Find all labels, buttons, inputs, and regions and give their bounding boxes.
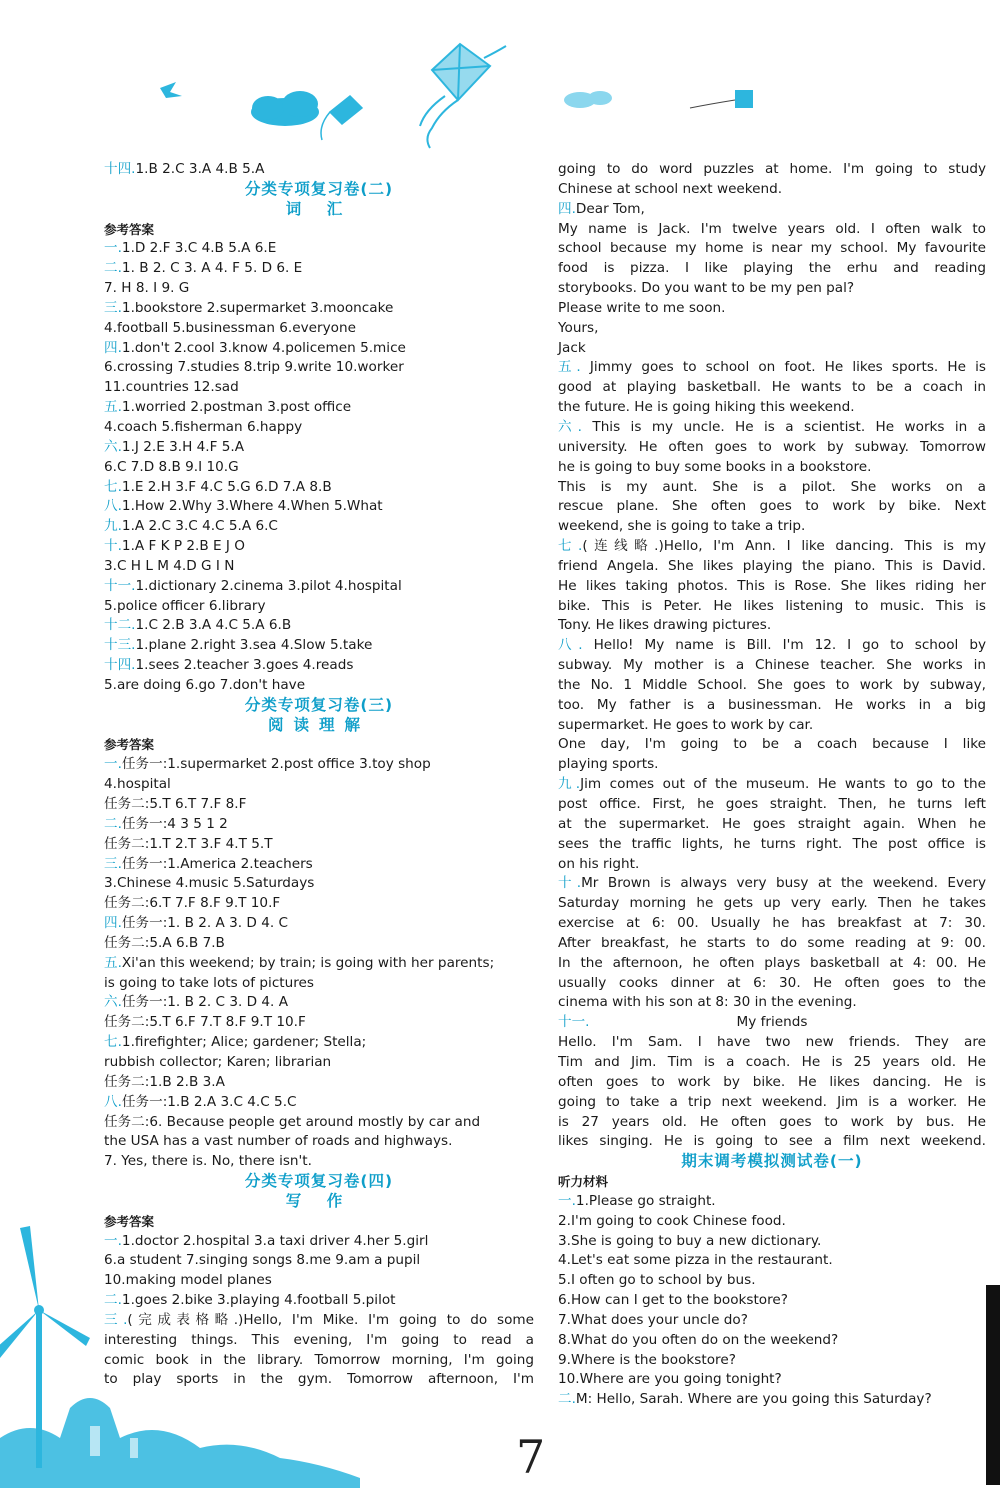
left-column — [104, 160, 534, 1390]
answer-line — [104, 616, 534, 636]
answer-text: university. He often goes to work by subway. Tomorrow — [558, 438, 986, 455]
answer-text: sees the traffic lights, he turns right. The post office is — [558, 835, 986, 852]
answer-text: 1.don't 2.cool 3.know 4.policemen 5.mice — [121, 339, 406, 356]
answer-line — [104, 1013, 534, 1033]
answer-text: 任务一:1.supermarket 2.post office 3.toy shop — [121, 756, 431, 773]
answer-text: 6.How can I get to the bookstore? — [558, 1292, 788, 1309]
answer-line — [104, 1152, 534, 1172]
answer-text: (连线略.)Hello, I'm Ann. I like dancing. This is my — [582, 538, 986, 555]
answer-text: 6.a student 7.singing songs 8.me 9.am a pupil — [104, 1252, 421, 1269]
answer-line — [104, 1351, 534, 1371]
answer-line — [104, 339, 534, 359]
answer-text: 1.dictionary 2.cinema 3.pilot 4.hospital — [135, 577, 402, 594]
answer-text: playing sports. — [558, 756, 659, 773]
answer-text: 4.football 5.businessman 6.everyone — [104, 319, 356, 336]
answer-text: is going to take lots of pictures — [104, 974, 314, 991]
answer-line — [558, 954, 986, 974]
answer-text: usually cooks dinner at 6: 30. He often goes to the — [558, 974, 986, 991]
answer-text: exercise at 6: 00. Usually he has breakfast at 7: 30. — [558, 915, 986, 932]
question-marker: 十四. — [104, 657, 136, 674]
answer-text: 1.D 2.F 3.C 4.B 5.A 6.E — [121, 240, 277, 257]
answer-text: In the afternoon, he often plays basketball at 4: 00. He — [558, 954, 986, 971]
answer-line — [558, 1093, 986, 1113]
answer-text: This is my aunt. She is a pilot. She works on a — [558, 478, 986, 495]
answer-text: 任务二:1.B 2.B 3.A — [104, 1073, 225, 1090]
answer-line — [558, 874, 986, 894]
question-marker: 二. — [104, 815, 122, 832]
question-marker: 九. — [104, 518, 122, 535]
answer-text: Saturday morning he gets up very early. Then he takes — [558, 895, 986, 912]
right-column — [558, 160, 986, 1410]
answer-text: My name is Jack. I'm twelve years old. I often walk to — [558, 220, 986, 237]
answer-line — [558, 894, 986, 914]
answer-text: 1. B 2. C 3. A 4. F 5. D 6. E — [121, 260, 303, 277]
answer-text: bike. This is Peter. He likes listening to music. This is — [558, 597, 986, 614]
answer-line — [104, 1033, 534, 1053]
answer-line — [558, 537, 986, 557]
answer-line — [104, 478, 534, 498]
answer-text: Mr Brown is always very busy at the weekend. Every — [581, 875, 986, 892]
answer-line — [104, 358, 534, 378]
answer-text: rescue plane. She often goes to work by bike. Next — [558, 498, 986, 515]
answer-text: supermarket. He goes to work by car. — [558, 716, 814, 733]
answer-line — [104, 874, 534, 894]
answer-text: Chinese at school next weekend. — [558, 180, 783, 197]
answer-text: 任务一:1. B 2. C 3. D 4. A — [121, 994, 288, 1011]
question-marker: 三. — [104, 299, 122, 316]
answer-line — [104, 160, 534, 180]
answer-text: My friends — [736, 1014, 808, 1031]
answer-text: storybooks. Do you want to be my pen pal? — [558, 280, 855, 297]
answer-line — [104, 497, 534, 517]
question-marker: 一. — [104, 1232, 122, 1249]
answer-line — [558, 458, 986, 478]
question-marker: 十一. — [558, 1014, 590, 1031]
answer-line — [104, 676, 534, 696]
page-number: 7 — [516, 1430, 546, 1484]
question-marker: 一. — [104, 756, 122, 773]
answer-line — [104, 1093, 534, 1113]
answer-line — [558, 755, 986, 775]
answer-line — [104, 537, 534, 557]
question-marker: 二. — [558, 1391, 576, 1408]
answer-text: 4.hospital — [104, 776, 171, 793]
answer-text: 4.coach 5.fisherman 6.happy — [104, 418, 303, 435]
question-marker: 二. — [104, 260, 122, 277]
answer-line — [558, 1232, 986, 1252]
question-marker: 四. — [104, 339, 122, 356]
answer-line — [558, 438, 986, 458]
answer-line — [558, 220, 986, 240]
answer-line — [558, 1311, 986, 1331]
answer-line — [104, 259, 534, 279]
answer-text: going to do word puzzles at home. I'm going to study — [558, 161, 986, 177]
question-marker: 十一. — [104, 577, 136, 594]
answer-line — [558, 974, 986, 994]
answer-text: Jimmy goes to school on foot. He likes sports. He is — [580, 359, 986, 376]
answer-line — [104, 458, 534, 478]
section-title: 期末调考模拟测试卷(一) — [681, 1152, 863, 1171]
answer-line — [104, 1113, 534, 1133]
answer-text: Please write to me soon. — [558, 299, 726, 316]
answer-line — [558, 1013, 986, 1033]
answer-text: Xi'an this weekend; by train; is going with her parents; — [121, 954, 495, 971]
answer-line — [558, 557, 986, 577]
answer-text: 任务一:1. B 2. A 3. D 4. C — [121, 915, 288, 932]
answer-text: interesting things. This evening, I'm going to read a — [104, 1331, 534, 1348]
answer-line — [558, 1132, 986, 1152]
answer-line — [558, 358, 986, 378]
answer-text: One day, I'm going to be a coach because I like — [558, 736, 986, 753]
answer-line — [558, 517, 986, 537]
answer-line — [558, 1073, 986, 1093]
section-title: 分类专项复习卷(二) — [244, 179, 394, 198]
question-marker: 一. — [558, 1192, 576, 1209]
kite-icon — [420, 44, 506, 148]
answer-line — [558, 795, 986, 815]
answer-line — [104, 239, 534, 259]
answer-line — [104, 815, 534, 835]
answer-line — [558, 934, 986, 954]
answer-line — [104, 1053, 534, 1073]
answer-line — [558, 160, 986, 180]
answer-line — [558, 279, 986, 299]
answer-text: 1.J 2.E 3.H 4.F 5.A — [121, 438, 244, 455]
answer-text: 1.C 2.B 3.A 4.C 5.A 6.B — [135, 617, 292, 634]
answer-text: 任务二:5.T 6.F 7.T 8.F 9.T 10.F — [104, 1014, 306, 1031]
answer-line — [104, 418, 534, 438]
small-kite-icon — [321, 96, 362, 140]
answer-text: 1.Please go straight. — [575, 1192, 716, 1209]
answer-text: 任务二:6.T 7.F 8.F 9.T 10.F — [104, 895, 281, 912]
answer-text: 1.sees 2.teacher 3.goes 4.reads — [135, 657, 354, 674]
answer-text: 任务二:5.A 6.B 7.B — [104, 934, 225, 951]
square-kite-icon — [690, 90, 753, 108]
answer-line — [558, 696, 986, 716]
answer-text: 9.Where is the bookstore? — [558, 1351, 736, 1368]
question-marker: 三. — [104, 1311, 128, 1328]
answer-line — [558, 259, 986, 279]
answer-line — [104, 656, 534, 676]
answer-text: 1.A F K P 2.B E J O — [121, 538, 245, 555]
answer-line — [558, 478, 986, 498]
answer-text: too. My father is a businessman. He works in a big — [558, 696, 986, 713]
question-marker: 十三. — [104, 637, 136, 654]
answer-text: 11.countries 12.sad — [104, 379, 239, 396]
answer-text: likes singing. He is going to see a film next weekend. — [558, 1133, 986, 1150]
answer-line — [104, 1291, 534, 1311]
question-marker: 八. — [104, 498, 122, 515]
question-marker: 九. — [558, 776, 581, 793]
answer-label: 参考答案 — [104, 737, 155, 753]
answer-text: friend Angela. She likes playing the piano. This is David. — [558, 557, 986, 574]
answer-line — [558, 914, 986, 934]
answer-line — [104, 1311, 534, 1331]
answer-line — [104, 1251, 534, 1271]
answer-line — [558, 597, 986, 617]
answer-line — [104, 795, 534, 815]
answer-line — [558, 835, 986, 855]
answer-text: the future. He is going hiking this weekend. — [558, 399, 855, 416]
answer-text: he is going to buy some books in a bookstore. — [558, 458, 872, 475]
question-marker: 六. — [558, 418, 582, 435]
answer-text: subway. My mother is a Chinese teacher. She works in — [558, 657, 986, 674]
answer-line — [104, 438, 534, 458]
answer-text: Hello. I'm Sam. I have two new friends. They are — [558, 1034, 986, 1051]
answer-line — [104, 1370, 534, 1390]
question-marker: 四. — [558, 200, 576, 217]
answer-text: Tony. He likes drawing pictures. — [558, 617, 772, 634]
answer-text: (完成表格略.)Hello, I'm Mike. I'm going to do some — [127, 1311, 534, 1328]
answer-line — [104, 1271, 534, 1291]
question-marker: 七. — [104, 478, 122, 495]
answer-text: 任务一:1.B 2.A 3.C 4.C 5.C — [121, 1093, 297, 1110]
answer-line — [104, 279, 534, 299]
answer-text: 1.A 2.C 3.C 4.C 5.A 6.C — [121, 518, 278, 535]
answer-line — [104, 835, 534, 855]
answer-text: 7. Yes, there is. No, there isn't. — [104, 1153, 312, 1170]
question-marker: 十二. — [104, 617, 136, 634]
answer-line — [558, 1331, 986, 1351]
answer-line — [104, 517, 534, 537]
answer-label: 参考答案 — [104, 221, 155, 237]
answer-line — [558, 1390, 986, 1410]
answer-line — [558, 497, 986, 517]
answer-line — [558, 339, 986, 359]
answer-line — [104, 954, 534, 974]
answer-line — [558, 735, 986, 755]
answer-text: on his right. — [558, 855, 640, 872]
answer-line — [558, 1113, 986, 1133]
question-marker: 八. — [558, 637, 583, 654]
answer-line — [104, 378, 534, 398]
answer-line — [558, 299, 986, 319]
answer-line — [104, 894, 534, 914]
section-subtitle: 阅读理解 — [267, 715, 370, 734]
answer-line — [104, 1073, 534, 1093]
answer-line — [558, 239, 986, 259]
answer-line — [558, 1033, 986, 1053]
answer-text: After breakfast, he starts to do some reading at 9: 00. — [558, 934, 986, 951]
scan-edge — [986, 1285, 1000, 1485]
question-marker: 六. — [104, 994, 122, 1011]
answer-line — [558, 1192, 986, 1212]
answer-line — [558, 616, 986, 636]
answer-line — [104, 1132, 534, 1152]
answer-text: 1.E 2.H 3.F 4.C 5.G 6.D 7.A 8.B — [121, 478, 332, 495]
answer-text: good at playing basketball. He wants to be a coach in — [558, 379, 986, 396]
answer-line — [558, 676, 986, 696]
section-title: 分类专项复习卷(三) — [244, 695, 394, 714]
answer-line — [104, 597, 534, 617]
answer-line — [104, 577, 534, 597]
question-marker: 三. — [104, 855, 122, 872]
answer-text: often goes to work by bike. He likes dancing. He is — [558, 1073, 986, 1090]
answer-text: at the supermarket. He goes straight again. When he — [558, 815, 986, 832]
question-marker: 五. — [558, 359, 581, 376]
answer-line — [558, 319, 986, 339]
answer-text: school because my home is near my school. My favourite — [558, 240, 986, 257]
answer-text: 10.making model planes — [104, 1272, 272, 1289]
question-marker: 十. — [558, 875, 582, 892]
answer-text: food is pizza. I like playing the erhu and reading — [558, 260, 986, 277]
question-marker: 十. — [104, 538, 122, 555]
answer-line — [558, 1370, 986, 1390]
answer-line — [104, 1232, 534, 1252]
answer-text: 4.Let's eat some pizza in the restaurant. — [558, 1252, 833, 1269]
answer-line — [558, 577, 986, 597]
answer-text: 1.doctor 2.hospital 3.a taxi driver 4.her 5.girl — [121, 1232, 429, 1249]
cloud-icon — [564, 91, 612, 108]
answer-text: the USA has a vast number of roads and highways. — [104, 1133, 453, 1150]
answer-text: 2.I'm going to cook Chinese food. — [558, 1212, 786, 1229]
answer-text: going to take a trip next weekend. Jim is a worker. He — [558, 1093, 986, 1110]
answer-line — [558, 636, 986, 656]
answer-text: weekend, she is going to take a trip. — [558, 518, 806, 535]
answer-text: 3.C H L M 4.D G I N — [104, 557, 235, 574]
answer-text: This is my uncle. He is a scientist. He works in a — [582, 418, 986, 435]
answer-text: Hello! My name is Bill. I'm 12. I go to school by — [582, 637, 986, 654]
answer-line — [104, 974, 534, 994]
answer-text: M: Hello, Sarah. Where are you going this Saturday? — [575, 1391, 932, 1408]
answer-text: Jim comes out of the museum. He wants to go to the — [580, 776, 986, 793]
answer-text: 3.She is going to buy a new dictionary. — [558, 1232, 822, 1249]
answer-text: 1.B 2.C 3.A 4.B 5.A — [135, 161, 265, 177]
question-marker: 十四. — [104, 161, 136, 177]
answer-line — [558, 1053, 986, 1073]
answer-text: 1.firefighter; Alice; gardener; Stella; — [121, 1034, 367, 1051]
answer-line — [558, 398, 986, 418]
answer-text: 5.are doing 6.go 7.don't have — [104, 676, 306, 693]
answer-line — [104, 1331, 534, 1351]
answer-line — [104, 299, 534, 319]
answer-line — [558, 656, 986, 676]
answer-line — [558, 993, 986, 1013]
question-marker: 一. — [104, 240, 122, 257]
answer-text: rubbish collector; Karen; librarian — [104, 1053, 332, 1070]
answer-line — [558, 180, 986, 200]
answer-text: 5.I often go to school by bus. — [558, 1272, 756, 1289]
answer-line — [104, 636, 534, 656]
answer-line — [104, 755, 534, 775]
answer-line — [104, 914, 534, 934]
answer-text: 任务二:1.T 2.T 3.F 4.T 5.T — [104, 835, 273, 852]
answer-line — [558, 418, 986, 438]
answer-line — [104, 775, 534, 795]
answer-line — [558, 1291, 986, 1311]
answer-text: Jack — [558, 339, 586, 356]
answer-text: 1.goes 2.bike 3.playing 4.football 5.pilot — [121, 1292, 396, 1309]
answer-line — [558, 1271, 986, 1291]
answer-text: 7. H 8. I 9. G — [104, 280, 190, 297]
answer-text: is 27 years old. He often goes to work by bus. He — [558, 1113, 986, 1130]
skyline-icon — [0, 1398, 360, 1488]
answer-text: 1.worried 2.postman 3.post office — [121, 399, 352, 416]
answer-text: 1.plane 2.right 3.sea 4.Slow 5.take — [135, 637, 373, 654]
answer-text: to play sports in the gym. Tomorrow afternoon, I'm — [104, 1371, 534, 1388]
answer-text: He likes taking photos. This is Rose. She likes riding her — [558, 577, 986, 594]
section-subtitle: 词 汇 — [285, 199, 353, 218]
answer-line — [558, 200, 986, 220]
answer-line — [104, 319, 534, 339]
answer-text: 1.How 2.Why 3.Where 4.When 5.What — [121, 498, 383, 515]
answer-label: 听力材料 — [558, 1174, 609, 1190]
answer-line — [104, 398, 534, 418]
question-marker: 五. — [104, 954, 122, 971]
answer-text: Yours, — [558, 319, 599, 336]
answer-text: 3.Chinese 4.music 5.Saturdays — [104, 875, 315, 892]
answer-line — [104, 855, 534, 875]
question-marker: 七. — [104, 1034, 122, 1051]
question-marker: 四. — [104, 915, 122, 932]
answer-text: comic book in the library. Tomorrow morning, I'm going — [104, 1351, 534, 1368]
cloud-icon — [251, 91, 319, 126]
section-title: 分类专项复习卷(四) — [244, 1172, 394, 1191]
answer-text: 5.police officer 6.library — [104, 597, 266, 614]
answer-line — [558, 716, 986, 736]
question-marker: 六. — [104, 438, 122, 455]
question-marker: 八. — [104, 1093, 122, 1110]
answer-text: 任务二:5.T 6.T 7.F 8.F — [104, 796, 247, 812]
answer-line — [104, 557, 534, 577]
answer-text: 6.crossing 7.studies 8.trip 9.write 10.worker — [104, 359, 404, 376]
answer-text: cinema with his son at 8: 30 in the evening. — [558, 994, 857, 1011]
answer-line — [558, 378, 986, 398]
answer-line — [558, 855, 986, 875]
answer-text: 任务一:1.America 2.teachers — [121, 855, 313, 872]
answer-line — [558, 1351, 986, 1371]
answer-text: the No. 1 Middle School. She goes to work by subway, — [558, 676, 986, 693]
answer-text: 6.C 7.D 8.B 9.I 10.G — [104, 458, 239, 475]
question-marker: 七. — [558, 538, 583, 555]
question-marker: 二. — [104, 1292, 122, 1309]
answer-text: 1.bookstore 2.supermarket 3.mooncake — [121, 299, 394, 316]
answer-line — [104, 993, 534, 1013]
answer-text: post office. First, he goes straight. Then, he turns left — [558, 796, 986, 812]
answer-line — [558, 815, 986, 835]
question-marker: 五. — [104, 399, 122, 416]
answer-text: 8.What do you often do on the weekend? — [558, 1331, 839, 1348]
section-subtitle: 写 作 — [285, 1191, 353, 1210]
bird-icon — [160, 82, 182, 98]
answer-text: 任务二:6. Because people get around mostly by car and — [104, 1113, 481, 1130]
answer-label: 参考答案 — [104, 1213, 155, 1229]
answer-line — [558, 775, 986, 795]
answer-line — [558, 1251, 986, 1271]
answer-line — [558, 1212, 986, 1232]
answer-text: 任务一:4 3 5 1 2 — [121, 815, 228, 832]
answer-text: Tim and Jim. Tim is a coach. He is 25 years old. He — [558, 1053, 986, 1070]
answer-text: 7.What does your uncle do? — [558, 1311, 748, 1328]
answer-text: Dear Tom, — [575, 200, 645, 217]
answer-line — [104, 934, 534, 954]
answer-text: 10.Where are you going tonight? — [558, 1371, 782, 1388]
top-decoration — [0, 0, 1000, 150]
